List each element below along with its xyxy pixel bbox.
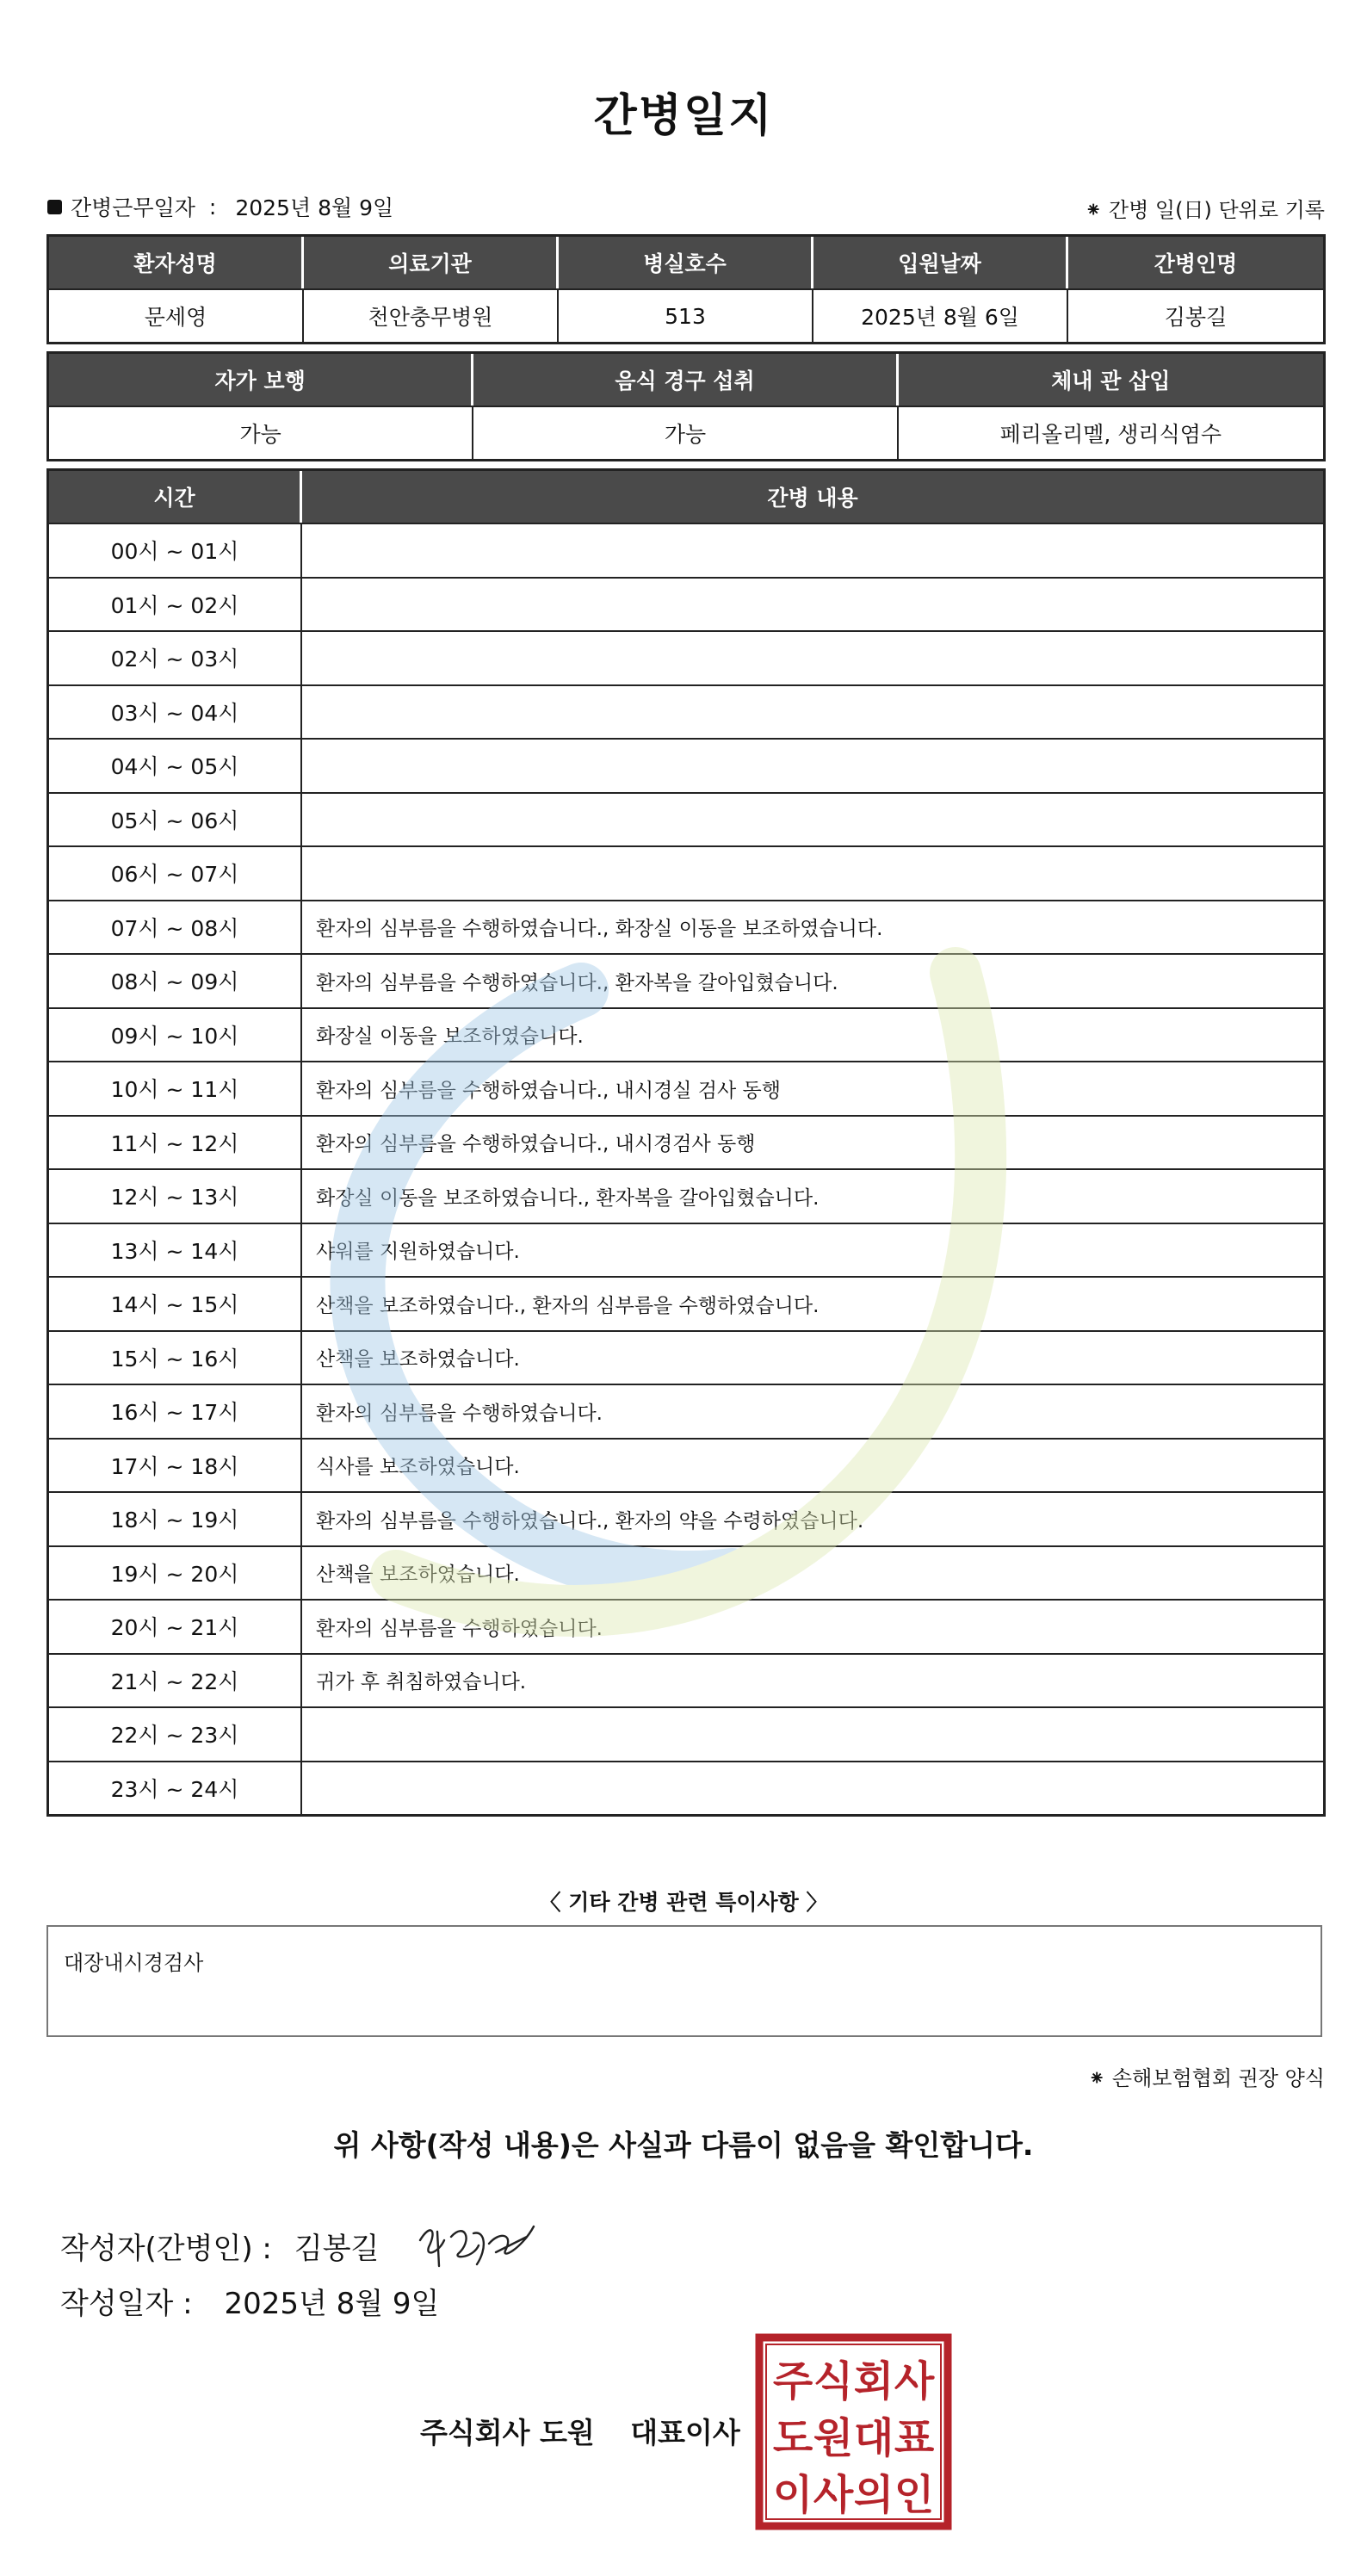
care-header-row [49, 471, 1323, 523]
care-row [49, 1653, 1323, 1707]
special-notes-box: 대장내시경검사 [46, 1925, 1322, 2037]
care-row [49, 577, 1323, 631]
tube-insertion-value: 페리올리멜, 생리식염수 [899, 406, 1323, 459]
care-content-cell [302, 845, 1323, 900]
care-time-cell: 10시 ~ 11시 [49, 1061, 302, 1115]
header-patient-name: 환자성명 [49, 237, 304, 288]
care-log-table [46, 468, 1326, 1817]
work-date-label: 간병근무일자 [71, 195, 195, 220]
care-content-cell [302, 738, 1323, 792]
care-row [49, 1438, 1323, 1492]
writer-line [60, 2214, 542, 2276]
care-content-cell: 환자의 심부름을 수행하였습니다., 내시경검사 동행 [302, 1115, 1323, 1169]
care-time-cell: 06시 ~ 07시 [49, 845, 302, 900]
care-time-cell: 17시 ~ 18시 [49, 1438, 302, 1492]
seal-character: 표 [894, 2414, 935, 2462]
care-time-cell: 23시 ~ 24시 [49, 1761, 302, 1815]
care-time-cell: 03시 ~ 04시 [49, 684, 302, 739]
care-content-cell: 산책을 보조하였습니다. [302, 1330, 1323, 1384]
care-row [49, 900, 1323, 954]
care-time-cell: 04시 ~ 05시 [49, 738, 302, 792]
care-row [49, 738, 1323, 792]
care-row [49, 792, 1323, 846]
company-name: 주식회사 도원 [420, 2416, 595, 2449]
care-content-cell: 샤워를 지원하였습니다. [302, 1223, 1323, 1277]
care-row [49, 1223, 1323, 1277]
care-row [49, 1276, 1323, 1330]
write-date-label: 작성일자 : [60, 2287, 193, 2321]
care-content-cell: 화장실 이동을 보조하였습니다. [302, 1007, 1323, 1062]
care-content-cell: 환자의 심부름을 수행하였습니다. [302, 1384, 1323, 1438]
seal-character: 대 [853, 2414, 894, 2462]
seal-character: 사 [894, 2357, 935, 2406]
company-representative: 대표이사 [630, 2416, 740, 2449]
care-content-cell: 환자의 심부름을 수행하였습니다., 화장실 이동을 보조하였습니다. [302, 900, 1323, 954]
care-row [49, 1491, 1323, 1545]
care-time-cell: 19시 ~ 20시 [49, 1545, 302, 1600]
seal-character: 주 [772, 2357, 813, 2406]
care-content-cell [302, 1761, 1323, 1815]
header-hospital: 의료기관 [304, 237, 559, 288]
header-room: 병실호수 [559, 237, 813, 288]
header-admission-date: 입원날짜 [813, 237, 1068, 288]
care-content-cell: 화장실 이동을 보조하였습니다., 환자복을 갈아입혔습니다. [302, 1168, 1323, 1223]
seal-character: 원 [813, 2414, 854, 2462]
care-content-cell: 산책을 보조하였습니다., 환자의 심부름을 수행하였습니다. [302, 1276, 1323, 1330]
room-number: 513 [559, 288, 813, 342]
seal-character: 사 [813, 2471, 854, 2519]
patient-name: 문세영 [49, 288, 304, 342]
care-content-cell: 식사를 보조하였습니다. [302, 1438, 1323, 1492]
care-row [49, 1706, 1323, 1761]
caregiver-name: 김봉길 [1068, 288, 1323, 342]
care-time-cell: 18시 ~ 19시 [49, 1491, 302, 1545]
care-time-cell: 07시 ~ 08시 [49, 900, 302, 954]
care-time-cell: 11시 ~ 12시 [49, 1115, 302, 1169]
header-self-walking: 자가 보행 [49, 354, 473, 406]
special-notes-heading: 〈 기타 간병 관련 특이사항 〉 [539, 1890, 828, 1915]
seal-character: 도 [772, 2414, 813, 2462]
care-row [49, 1330, 1323, 1384]
hospital-name: 천안충무병원 [304, 288, 559, 342]
care-time-cell: 22시 ~ 23시 [49, 1706, 302, 1761]
care-content-cell: 환자의 심부름을 수행하였습니다., 내시경실 검사 동행 [302, 1061, 1323, 1115]
care-row [49, 1168, 1323, 1223]
care-time-cell: 08시 ~ 09시 [49, 953, 302, 1007]
patient-info-table [46, 234, 1326, 344]
work-date-value: 2025년 8월 9일 [235, 195, 394, 220]
care-content-cell [302, 1706, 1323, 1761]
care-time-cell: 13시 ~ 14시 [49, 1223, 302, 1277]
seal-character: 회 [853, 2357, 894, 2406]
page-title: 간병일지 [593, 90, 774, 142]
care-time-cell: 01시 ~ 02시 [49, 577, 302, 631]
company-line [420, 2411, 740, 2451]
header-time: 시간 [49, 471, 302, 523]
company-seal-stamp [755, 2333, 952, 2530]
care-row [49, 1761, 1323, 1815]
care-time-cell: 02시 ~ 03시 [49, 630, 302, 684]
oral-intake-value: 가능 [473, 406, 898, 459]
care-content-cell [302, 577, 1323, 631]
care-time-cell: 20시 ~ 21시 [49, 1599, 302, 1653]
write-date-value: 2025년 8월 9일 [224, 2287, 440, 2321]
work-date-line [47, 191, 393, 222]
header-oral-intake: 음식 경구 섭취 [473, 354, 898, 406]
unit-note: ⁕ 간병 일(日) 단위로 기록 [1085, 198, 1325, 222]
care-time-cell: 00시 ~ 01시 [49, 523, 302, 577]
care-content-cell [302, 523, 1323, 577]
square-bullet-icon [47, 200, 62, 214]
care-time-cell: 14시 ~ 15시 [49, 1276, 302, 1330]
seal-character: 인 [894, 2471, 935, 2519]
care-row [49, 630, 1323, 684]
work-date-separator: : [208, 194, 217, 220]
writer-name: 김봉길 [294, 2231, 380, 2266]
care-row [49, 523, 1323, 577]
care-content-cell [302, 684, 1323, 739]
header-care-content: 간병 내용 [302, 471, 1323, 523]
care-row [49, 953, 1323, 1007]
care-row [49, 1007, 1323, 1062]
care-row [49, 684, 1323, 739]
care-row [49, 1061, 1323, 1115]
care-content-cell: 환자의 심부름을 수행하였습니다., 환자의 약을 수령하였습니다. [302, 1491, 1323, 1545]
header-caregiver-name: 간병인명 [1068, 237, 1323, 288]
care-row [49, 1384, 1323, 1438]
signature-image [413, 2214, 542, 2276]
recommend-note: ⁕ 손해보험협회 권장 양식 [1088, 2066, 1325, 2090]
patient-status-table [46, 351, 1326, 461]
patient-value-row [49, 288, 1323, 342]
care-time-cell: 09시 ~ 10시 [49, 1007, 302, 1062]
care-content-cell: 환자의 심부름을 수행하였습니다. [302, 1599, 1323, 1653]
seal-character: 의 [853, 2471, 894, 2519]
writer-label: 작성자(간병인) : [60, 2231, 272, 2266]
care-content-cell: 산책을 보조하였습니다. [302, 1545, 1323, 1600]
care-content-cell [302, 792, 1323, 846]
status-value-row [49, 406, 1323, 459]
seal-character: 식 [813, 2357, 854, 2406]
care-time-cell: 16시 ~ 17시 [49, 1384, 302, 1438]
header-tube-insertion: 체내 관 삽입 [899, 354, 1323, 406]
care-time-cell: 05시 ~ 06시 [49, 792, 302, 846]
status-header-row [49, 354, 1323, 406]
admission-date: 2025년 8월 6일 [813, 288, 1068, 342]
care-row [49, 1599, 1323, 1653]
care-time-cell: 12시 ~ 13시 [49, 1168, 302, 1223]
care-time-cell: 15시 ~ 16시 [49, 1330, 302, 1384]
patient-header-row [49, 237, 1323, 288]
care-content-cell: 귀가 후 취침하였습니다. [302, 1653, 1323, 1707]
care-time-cell: 21시 ~ 22시 [49, 1653, 302, 1707]
care-row [49, 1115, 1323, 1169]
care-content-cell [302, 630, 1323, 684]
care-content-cell: 환자의 심부름을 수행하였습니다., 환자복을 갈아입혔습니다. [302, 953, 1323, 1007]
self-walking-value: 가능 [49, 406, 473, 459]
care-row [49, 845, 1323, 900]
care-row [49, 1545, 1323, 1600]
write-date-line [60, 2280, 439, 2322]
confirm-statement: 위 사항(작성 내용)은 사실과 다름이 없음을 확인합니다. [333, 2128, 1034, 2162]
seal-character: 이 [772, 2471, 813, 2519]
